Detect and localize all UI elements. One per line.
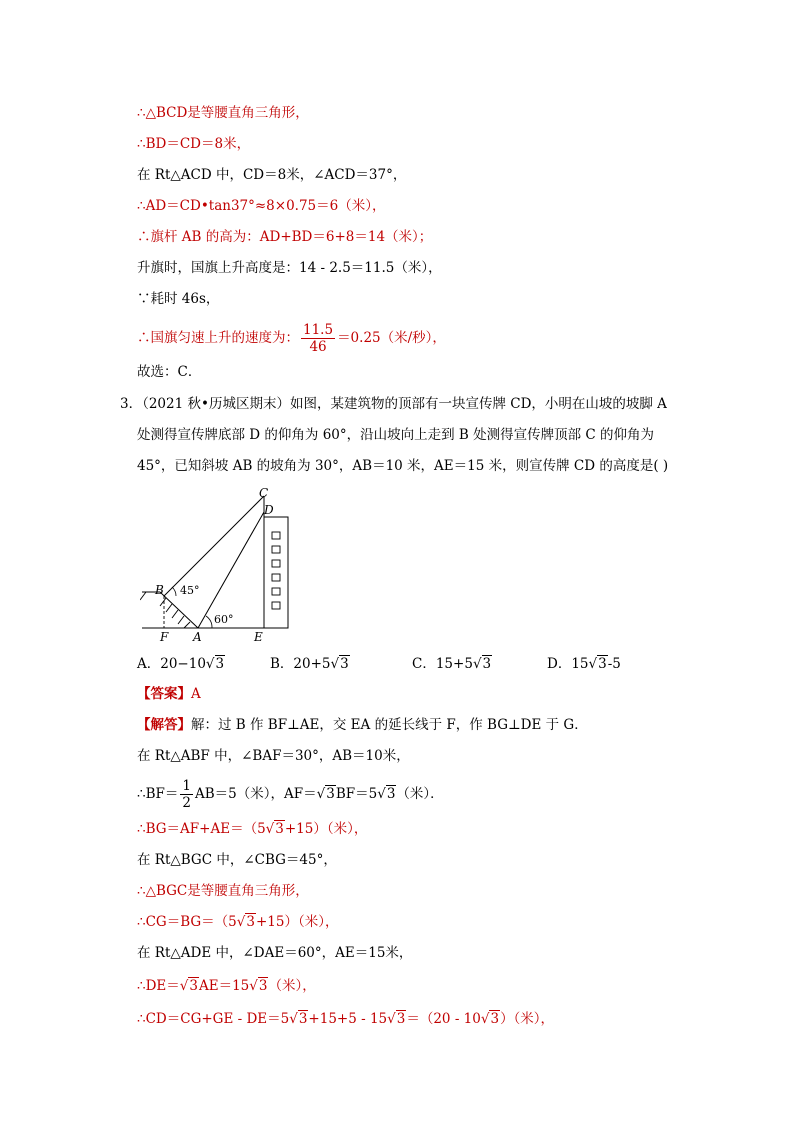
geometry-figure	[140, 482, 300, 644]
label-e: E	[254, 630, 263, 644]
text-line: ∴AD＝CD•tan37°≈8×0.75＝6（米），	[137, 198, 386, 214]
text-line: ∴BD＝CD＝8米，	[137, 136, 251, 152]
option-d: D．15√3-5	[547, 656, 621, 672]
solution-line: 【解答】解：过 B 作 BF⊥AE，交 EA 的延长线于 F，作 BG⊥DE 于 G．	[137, 717, 588, 733]
question-line: 处测得宣传牌底部 D 的仰角为 60°，沿山坡向上走到 B 处测得宣传牌顶部 C 的仰角为	[137, 427, 655, 443]
label-d: D	[264, 503, 274, 517]
solution-line: 在 Rt△ABF 中，∠BAF＝30°，AB＝10米，	[137, 748, 410, 764]
label-angle-45: 45°	[180, 584, 200, 597]
text-line: ∴旗杆 AB 的高为：AD+BD＝6+8＝14（米）；	[137, 229, 433, 245]
fraction: $\frac{11.5}{46}$	[303, 322, 334, 355]
question-line: 45°，已知斜坡 AB 的坡角为 30°，AB＝10 米，AE＝15 米，则宣传牌 CD 的高度是( )	[137, 458, 669, 474]
option-c: C．15+5√3	[412, 656, 492, 672]
angle-arc-45	[172, 587, 176, 596]
solution-line: ∴△BGC是等腰直角三角形，	[137, 883, 309, 899]
solution-line: 在 Rt△BGC 中，∠CBG＝45°，	[137, 852, 337, 868]
building-windows	[272, 532, 280, 609]
speed-line: ∴国旗匀速上升的速度为： $\frac{11.5}{46}$ ＝0.25（米/秒），	[137, 322, 446, 355]
label-f: F	[160, 630, 169, 644]
answer-line: 【答案】A	[137, 686, 201, 702]
options	[137, 652, 697, 674]
solution-line-bf: ∴BF＝ $\frac{1}{2}$ AB＝5（米），AF＝√3BF＝5√3（米）．	[137, 778, 444, 811]
solution-line-cd: ∴CD＝CG+GE - DE＝5√3+15+5 - 15√3＝（20 - 10√3）（米），	[137, 1011, 555, 1027]
solution-line-bg: ∴BG＝AF+AE＝（5√3+15）（米），	[137, 821, 368, 837]
text-line: 升旗时，国旗上升高度是：14 - 2.5＝11.5（米），	[137, 260, 442, 276]
label-a: A	[193, 630, 202, 644]
label-c: C	[259, 486, 269, 500]
label-angle-60: 60°	[214, 613, 234, 626]
line-bc	[164, 496, 264, 596]
solution-line: 在 Rt△ADE 中，∠DAE＝60°，AE＝15米，	[137, 945, 413, 961]
answer-prev: 故选：C．	[137, 364, 202, 380]
text-line: ∵耗时 46s，	[137, 291, 220, 307]
text-line: ∴△BCD是等腰直角三角形，	[137, 105, 309, 121]
option-b: B．20+5√3	[270, 656, 349, 672]
label-b: B	[155, 583, 164, 597]
solution-line-cg: ∴CG＝BG＝（5√3+15）（米），	[137, 914, 339, 930]
option-a: A．20−10√3	[137, 656, 225, 672]
text-line: 在 Rt△ACD 中，CD＝8米，∠ACD＝37°，	[137, 167, 407, 183]
building	[264, 517, 288, 628]
solution-line-de: ∴DE＝√3AE＝15√3（米），	[137, 978, 316, 994]
question-line: 3．（2021 秋•历城区期末）如图，某建筑物的顶部有一块宣传牌 CD，小明在山坡的坡脚 A	[120, 396, 667, 412]
angle-arc-60	[206, 616, 212, 628]
